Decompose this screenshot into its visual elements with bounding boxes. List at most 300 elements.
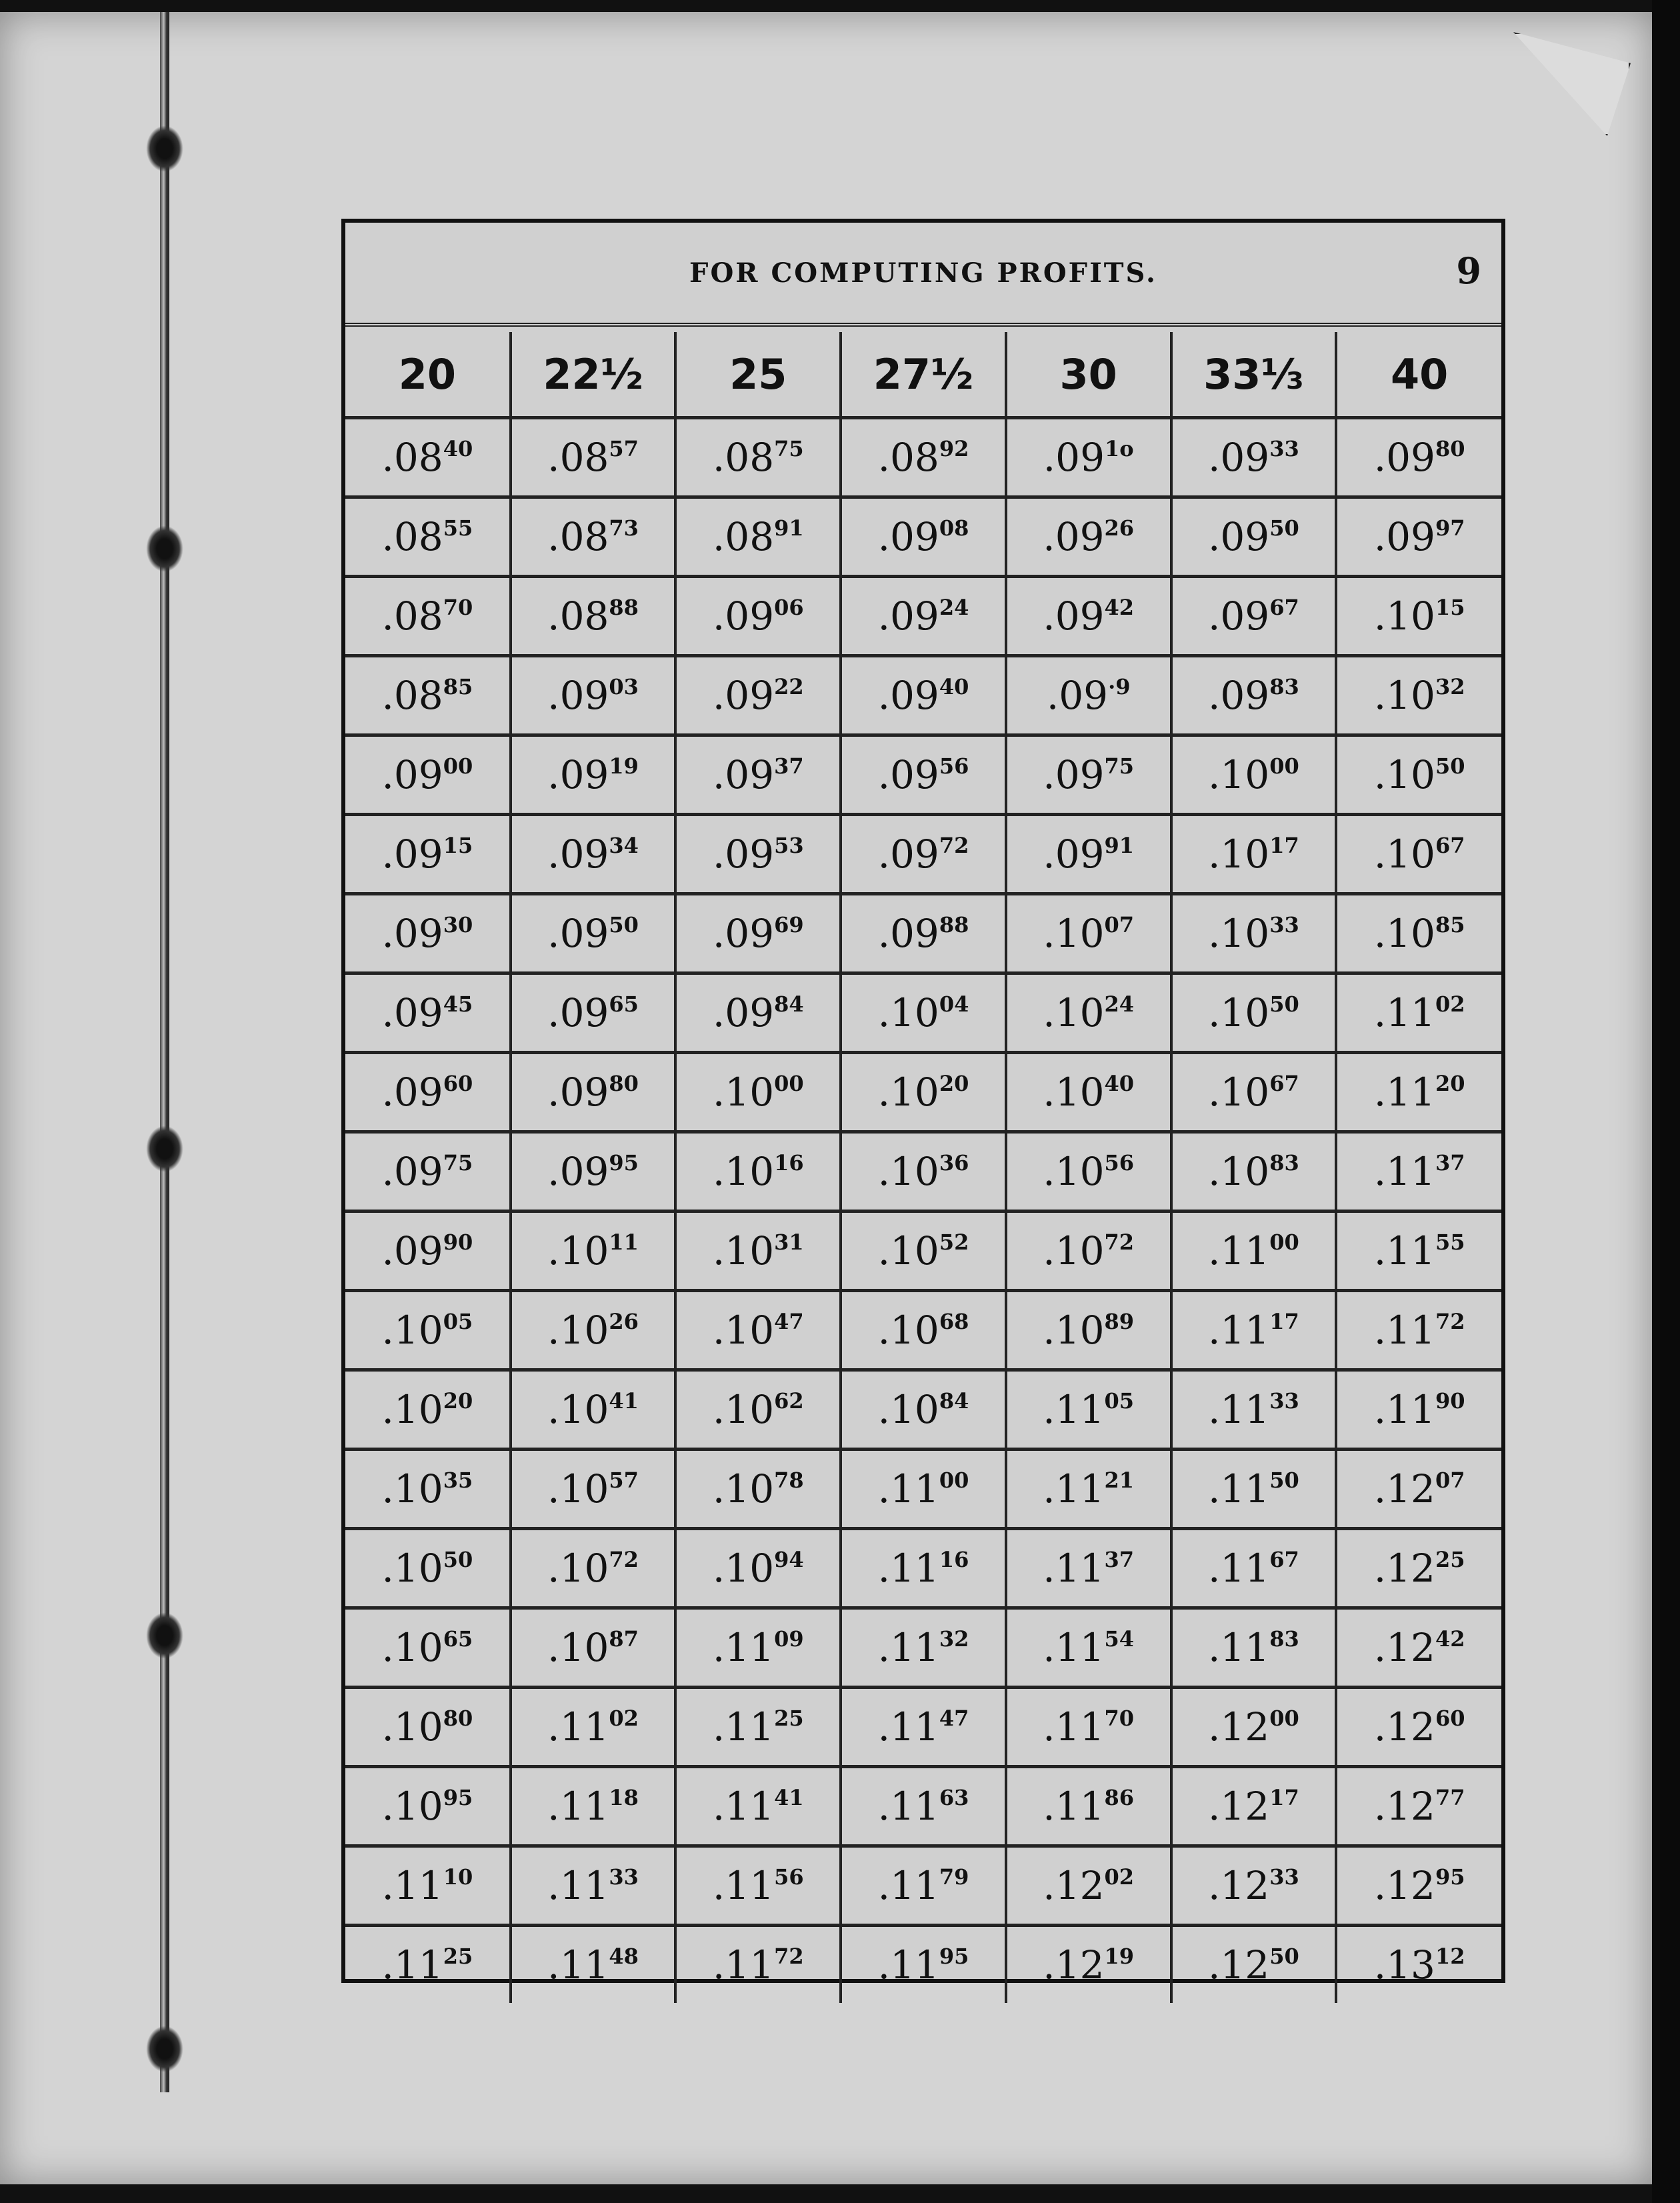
cell-fraction: 90 [1435,1388,1465,1414]
table-cell [511,973,676,1053]
table-cell [1336,1529,1501,1608]
cell-value: .10 [381,1308,443,1353]
table-cell [675,973,841,1053]
cell-value: .09 [381,1149,443,1194]
cell-fraction: 02 [1435,991,1465,1017]
cell-fraction: 54 [1104,1626,1135,1652]
table-cell [675,1688,841,1767]
cell-value: .10 [877,1308,939,1353]
table-cell [345,815,511,894]
table-cell [675,577,841,656]
table-cell [841,1370,1006,1450]
cell-value: .11 [877,1784,939,1829]
cell-fraction: 83 [1269,1626,1299,1652]
cell-fraction: 67 [1269,1547,1299,1572]
table-cell [675,894,841,973]
table-cell [841,1608,1006,1688]
table-cell [841,497,1006,577]
table-cell [841,1132,1006,1212]
cell-fraction: 57 [609,436,639,461]
cell-fraction: 63 [939,1785,969,1810]
cell-fraction: 00 [774,1071,804,1096]
cell-value: .11 [877,1942,939,1988]
cell-fraction: 83 [1269,674,1299,699]
table-cell [1006,1767,1171,1846]
cell-value: .09 [547,831,609,877]
cell-value: .10 [547,1387,609,1432]
table-cell [1171,735,1337,815]
table-cell [1006,1529,1171,1608]
cell-value: .09 [547,1069,609,1115]
cell-value: .10 [712,1069,775,1115]
table-cell [345,894,511,973]
cell-fraction: 88 [939,912,969,937]
table-cell [511,894,676,973]
table-cell [675,1370,841,1450]
table-row [345,894,1501,973]
column-header: 30 [1006,332,1171,418]
cell-fraction: 00 [1269,1706,1299,1731]
cell-fraction: 89 [1104,1309,1135,1334]
table-cell [841,815,1006,894]
column-header: 22½ [511,332,676,418]
table-cell [1006,577,1171,656]
cell-fraction: 18 [609,1785,639,1810]
table-cell [1336,1450,1501,1529]
cell-fraction: 78 [774,1468,804,1493]
cell-value: .10 [1373,831,1435,877]
cell-fraction: 50 [1269,991,1299,1017]
table-cell [675,1846,841,1926]
cell-value: .12 [1207,1942,1270,1988]
cell-fraction: 90 [443,1230,473,1255]
cell-fraction: 50 [1435,753,1465,779]
cell-fraction: 32 [1435,674,1465,699]
table-row [345,1212,1501,1291]
cell-value: .11 [1373,1308,1435,1353]
cell-value: .09 [547,990,609,1035]
cell-value: .10 [381,1625,443,1670]
cell-value: .09 [547,752,609,797]
binding-thread [160,12,169,2092]
cell-fraction: 47 [939,1706,969,1731]
table-cell [841,894,1006,973]
table-cell [675,735,841,815]
cell-fraction: 86 [1104,1785,1135,1810]
cell-fraction: 37 [1104,1547,1135,1572]
cell-value: .09 [1373,435,1435,480]
table-cell [675,1212,841,1291]
table-cell [841,1688,1006,1767]
table-cell [1336,1688,1501,1767]
table-cell [345,735,511,815]
table-cell [841,973,1006,1053]
cell-value: .08 [381,593,443,639]
cell-fraction: 33 [1269,1864,1299,1890]
table-cell [1171,577,1337,656]
cell-value: .10 [547,1546,609,1591]
binding-stitch [146,2026,183,2072]
cell-fraction: 15 [1435,595,1465,620]
table-cell [1006,815,1171,894]
cell-value: .11 [1207,1625,1270,1670]
table-cell [1336,656,1501,735]
cell-value: .09 [712,831,775,877]
cell-fraction: 94 [774,1547,804,1572]
cell-fraction: 57 [609,1468,639,1493]
cell-fraction: 02 [609,1706,639,1731]
cell-fraction: 56 [939,753,969,779]
cell-value: .12 [1207,1784,1270,1829]
cell-value: .11 [1043,1784,1105,1829]
table-cell [345,1053,511,1132]
cell-value: .10 [1207,990,1270,1035]
table-cell [1006,656,1171,735]
cell-value: .11 [1207,1308,1270,1353]
cell-fraction: 55 [443,515,473,541]
table-cell [511,1053,676,1132]
table-cell [841,1450,1006,1529]
table-cell [675,1767,841,1846]
cell-fraction: 73 [609,515,639,541]
table-cell [1006,1291,1171,1370]
table-row [345,735,1501,815]
cell-value: .10 [1207,1149,1270,1194]
table-cell [345,1767,511,1846]
cell-fraction: 80 [443,1706,473,1731]
column-header: 33⅓ [1171,332,1337,418]
table-cell [1171,1846,1337,1926]
cell-value: .10 [877,1069,939,1115]
cell-value: .10 [547,1466,609,1512]
cell-value: .11 [1373,1069,1435,1115]
cell-fraction: 05 [1104,1388,1135,1414]
table-row [345,1688,1501,1767]
cell-fraction: 00 [443,753,473,779]
cell-value: .10 [1043,1228,1105,1274]
table-cell [511,1688,676,1767]
cell-value: .11 [547,1863,609,1908]
table-row [345,1608,1501,1688]
table-cell [841,1291,1006,1370]
cell-fraction: 20 [939,1071,969,1096]
cell-fraction: 19 [609,753,639,779]
table-cell [675,1291,841,1370]
table-cell [1006,1053,1171,1132]
cell-value: .11 [547,1704,609,1750]
table-cell [345,577,511,656]
table-cell [1171,1529,1337,1608]
table-row [345,1291,1501,1370]
table-cell [511,1529,676,1608]
column-header: 27½ [841,332,1006,418]
cell-fraction: 50 [443,1547,473,1572]
table-row [345,1132,1501,1212]
cell-value: .12 [1373,1704,1435,1750]
cell-value: .08 [381,673,443,718]
table-cell [1336,1291,1501,1370]
cell-value: .10 [1043,1308,1105,1353]
cell-fraction: 50 [609,912,639,937]
cell-fraction: 67 [1269,1071,1299,1096]
cell-fraction: 95 [443,1785,473,1810]
cell-fraction: 47 [774,1309,804,1334]
cell-value: .09 [877,911,939,956]
cell-fraction: 80 [609,1071,639,1096]
cell-fraction: 33 [1269,912,1299,937]
cell-fraction: 85 [443,674,473,699]
cell-value: .10 [547,1228,609,1274]
cell-fraction: 08 [939,515,969,541]
table-cell [345,1688,511,1767]
cell-value: .10 [712,1228,775,1274]
cell-value: .09 [1043,593,1105,639]
table-cell [345,1846,511,1926]
cell-value: .11 [712,1863,775,1908]
cell-value: .12 [1373,1625,1435,1670]
cell-value: .10 [712,1387,775,1432]
table-cell [345,1370,511,1450]
cell-value: .10 [1043,990,1105,1035]
table-cell [1006,1132,1171,1212]
cell-value: .11 [1373,1149,1435,1194]
cell-value: .11 [712,1942,775,1988]
cell-value: .09 [877,752,939,797]
table-cell [1171,973,1337,1053]
cell-value: .10 [381,1704,443,1750]
table-cell [675,656,841,735]
cell-value: .10 [1043,1149,1105,1194]
table-cell [1336,1846,1501,1926]
cell-value: .10 [1207,752,1270,797]
cell-value: .10 [877,990,939,1035]
cell-value: .10 [877,1387,939,1432]
cell-value: .10 [1373,673,1435,718]
table-cell [1006,1212,1171,1291]
cell-fraction: 70 [443,595,473,620]
table-cell [511,1846,676,1926]
cell-value: .10 [1373,593,1435,639]
table-cell [1171,1291,1337,1370]
cell-value: .09 [1043,752,1105,797]
cell-value: .10 [547,1308,609,1353]
cell-fraction: 95 [939,1944,969,1969]
table-cell [841,1212,1006,1291]
cell-fraction: 75 [774,436,804,461]
cell-value: .10 [877,1228,939,1274]
table-row [345,577,1501,656]
table-cell [1171,1450,1337,1529]
column-header: 20 [345,332,511,418]
cell-value: .09 [547,673,609,718]
table-cell [1006,1608,1171,1688]
table-cell [511,497,676,577]
table-cell [1336,1212,1501,1291]
cell-fraction: 26 [1104,515,1135,541]
cell-fraction: 72 [939,833,969,858]
table-cell [1171,894,1337,973]
cell-value: .09 [877,593,939,639]
cell-value: .11 [1207,1387,1270,1432]
cell-value: .08 [547,514,609,559]
cell-fraction: 80 [1435,436,1465,461]
table-cell [1336,497,1501,577]
cell-value: .10 [1373,911,1435,956]
cell-fraction: 40 [939,674,969,699]
cell-value: .11 [1373,1228,1435,1274]
cell-value: .10 [381,1387,443,1432]
cell-value: .09 [1207,435,1270,480]
table-cell [1171,1053,1337,1132]
cell-fraction: 35 [443,1468,473,1493]
table-cell [345,1132,511,1212]
table-cell [1006,1370,1171,1450]
cell-fraction: 75 [443,1150,473,1176]
cell-fraction: 04 [939,991,969,1017]
cell-fraction: 00 [939,1468,969,1493]
table-cell [1171,1608,1337,1688]
cell-fraction: 55 [1435,1230,1465,1255]
cell-fraction: 72 [774,1944,804,1969]
cell-fraction: 31 [774,1230,804,1255]
table-cell [1336,815,1501,894]
cell-value: .10 [712,1149,775,1194]
cell-fraction: 40 [1104,1071,1135,1096]
table-cell [345,1212,511,1291]
cell-value: .12 [1373,1546,1435,1591]
table-cell [1006,418,1171,497]
cell-fraction: 22 [774,674,804,699]
table-cell [511,1212,676,1291]
table-cell [675,1053,841,1132]
table-cell [841,1529,1006,1608]
cell-fraction: 25 [443,1944,473,1969]
cell-fraction: 65 [443,1626,473,1652]
cell-value: .10 [1043,1069,1105,1115]
cell-fraction: 26 [609,1309,639,1334]
cell-value: .11 [1043,1704,1105,1750]
profit-table-frame [341,219,1505,1988]
cell-value: .09 [712,990,775,1035]
cell-fraction: 17 [1269,1309,1299,1334]
cell-fraction: 21 [1104,1468,1135,1493]
table-cell [345,1291,511,1370]
cell-value: .10 [712,1466,775,1512]
table-cell [1336,1926,1501,2004]
cell-fraction: 95 [609,1150,639,1176]
cell-fraction: 33 [1269,436,1299,461]
cell-value: .12 [1373,1784,1435,1829]
cell-value: .10 [1207,911,1270,956]
cell-fraction: 00 [1269,1230,1299,1255]
cell-value: .09 [1207,514,1270,559]
table-cell [1336,894,1501,973]
cell-fraction: 07 [1435,1468,1465,1493]
cell-fraction: 67 [1435,833,1465,858]
cell-fraction: 72 [1435,1309,1465,1334]
table-cell [1171,656,1337,735]
cell-fraction: 41 [774,1785,804,1810]
cell-fraction: 25 [1435,1547,1465,1572]
cell-fraction: 92 [939,436,969,461]
table-row [345,1529,1501,1608]
cell-fraction: 32 [939,1626,969,1652]
table-cell [675,1608,841,1688]
cell-fraction: 05 [443,1309,473,1334]
cell-value: .09 [381,1069,443,1115]
cell-fraction: 85 [1435,912,1465,937]
cell-fraction: 70 [1104,1706,1135,1731]
cell-value: .09 [877,831,939,877]
table-cell [1006,894,1171,973]
table-row [345,418,1501,497]
cell-fraction: 60 [1435,1706,1465,1731]
table-cell [511,1608,676,1688]
cell-value: .11 [381,1942,443,1988]
cell-value: .10 [1207,1069,1270,1115]
cell-value: .09 [1373,514,1435,559]
cell-value: .11 [712,1704,775,1750]
cell-value: .10 [547,1625,609,1670]
cell-value: .09 [381,990,443,1035]
table-cell [675,1926,841,2004]
cell-fraction: 56 [774,1864,804,1890]
cell-value: .08 [877,435,939,480]
cell-value: .08 [381,514,443,559]
cell-fraction: 20 [443,1388,473,1414]
cell-fraction: 67 [1269,595,1299,620]
table-cell [1336,577,1501,656]
cell-fraction: 24 [939,595,969,620]
cell-fraction: 84 [939,1388,969,1414]
cell-fraction: 17 [1269,1785,1299,1810]
cell-value: .08 [381,435,443,480]
cell-value: .10 [712,1308,775,1353]
cell-fraction: 95 [1435,1864,1465,1890]
table-cell [345,1608,511,1688]
cell-fraction: 88 [609,595,639,620]
binding-stitch [146,1612,183,1659]
cell-fraction: 11 [609,1230,639,1255]
cell-value: .09 [1043,514,1105,559]
cell-value: .11 [1373,1387,1435,1432]
cell-fraction: 25 [774,1706,804,1731]
table-row [345,1370,1501,1450]
cell-value: .12 [1373,1466,1435,1512]
cell-value: .08 [712,435,775,480]
cell-fraction: 50 [1269,1468,1299,1493]
cell-fraction: 06 [774,595,804,620]
cell-value: .09 [1043,435,1105,480]
cell-fraction: 19 [1104,1944,1135,1969]
cell-fraction: 72 [609,1547,639,1572]
binding-stitch [146,525,183,572]
cell-fraction: 56 [1104,1150,1135,1176]
cell-fraction: 16 [939,1547,969,1572]
cell-value: .10 [712,1546,775,1591]
table-cell [1336,1608,1501,1688]
cell-fraction: 09 [774,1626,804,1652]
table-cell [1006,1846,1171,1926]
table-cell [1006,735,1171,815]
cell-value: .09 [712,911,775,956]
cell-value: .09 [1207,673,1270,718]
table-cell [345,418,511,497]
cell-value: .11 [1043,1546,1105,1591]
cell-fraction: 17 [1269,833,1299,858]
running-header [345,223,1501,327]
cell-fraction: 24 [1104,991,1135,1017]
